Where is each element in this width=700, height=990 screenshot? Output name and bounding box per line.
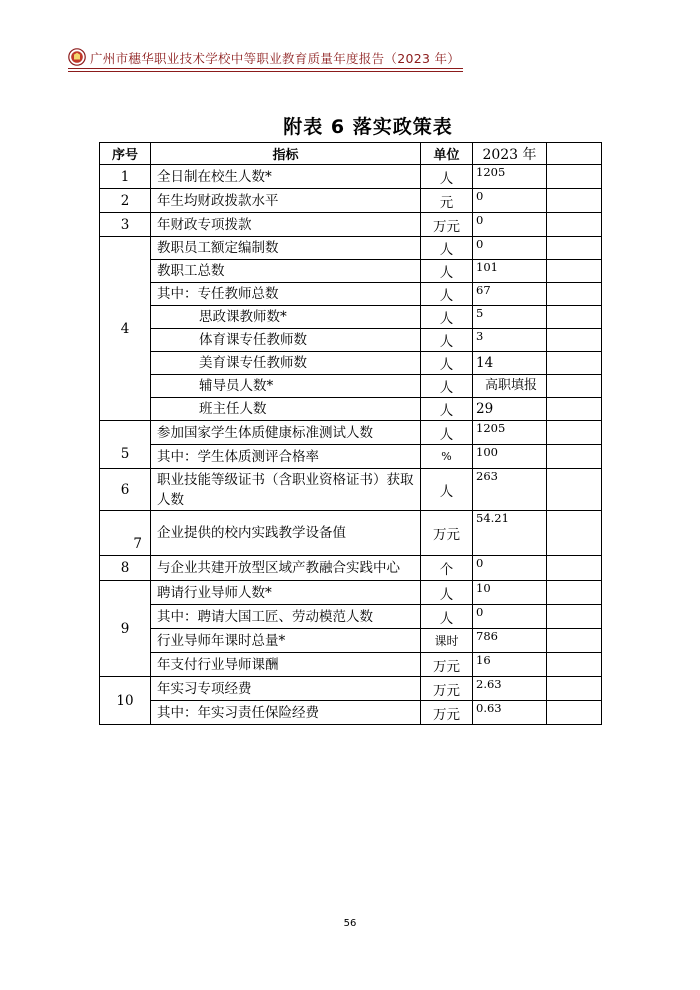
row-extra	[547, 213, 602, 237]
row-value: 10	[473, 581, 547, 605]
row-extra	[547, 556, 602, 581]
page-number: 56	[343, 918, 357, 929]
row-unit: 个	[421, 556, 473, 581]
row-extra	[547, 653, 602, 677]
page-header	[68, 47, 628, 69]
table-row	[100, 165, 602, 189]
row-unit: 万元	[421, 653, 473, 677]
row-indicator: 年支付行业导师课酬	[151, 653, 421, 677]
row-value: 0	[473, 213, 547, 237]
row-no: 7	[100, 511, 151, 556]
row-unit: 人	[421, 306, 473, 329]
row-no: 9	[100, 581, 151, 677]
row-value: 67	[473, 283, 547, 306]
row-no: 10	[100, 677, 151, 725]
table-row	[100, 237, 602, 260]
row-extra	[547, 189, 602, 213]
row-extra	[547, 469, 602, 511]
table-row	[100, 701, 602, 725]
row-value: 101	[473, 260, 547, 283]
table-row	[100, 260, 602, 283]
table-row	[100, 469, 602, 511]
table-row	[100, 375, 602, 398]
row-value: 0.63	[473, 701, 547, 725]
row-extra	[547, 445, 602, 469]
row-indicator: 年实习专项经费	[151, 677, 421, 701]
row-indicator: 思政课教师数*	[151, 306, 421, 329]
row-value: 1205	[473, 421, 547, 445]
row-value: 0	[473, 605, 547, 629]
row-indicator: 其中：学生体质测评合格率	[151, 445, 421, 469]
table-row	[100, 511, 602, 556]
table-row	[100, 189, 602, 213]
row-indicator: 全日制在校生人数*	[151, 165, 421, 189]
row-unit: 人	[421, 165, 473, 189]
row-value: 0	[473, 189, 547, 213]
row-indicator: 体育课专任教师数	[151, 329, 421, 352]
row-unit: %	[421, 445, 473, 469]
row-extra	[547, 701, 602, 725]
row-indicator: 行业导师年课时总量*	[151, 629, 421, 653]
school-logo-icon	[68, 48, 86, 66]
row-extra	[547, 352, 602, 375]
row-value: 786	[473, 629, 547, 653]
row-extra	[547, 375, 602, 398]
row-unit: 万元	[421, 511, 473, 556]
header-no: 序号	[100, 143, 151, 165]
row-value: 0	[473, 237, 547, 260]
row-extra	[547, 165, 602, 189]
row-unit: 人	[421, 352, 473, 375]
row-no: 2	[100, 189, 151, 213]
row-value: 3	[473, 329, 547, 352]
row-value: 263	[473, 469, 547, 511]
row-indicator: 辅导员人数*	[151, 375, 421, 398]
row-no: 3	[100, 213, 151, 237]
row-indicator: 参加国家学生体质健康标准测试人数	[151, 421, 421, 445]
table-row	[100, 445, 602, 469]
row-no: 5	[100, 421, 151, 469]
row-value: 0	[473, 556, 547, 581]
row-indicator: 聘请行业导师人数*	[151, 581, 421, 605]
row-unit: 人	[421, 329, 473, 352]
row-unit: 人	[421, 581, 473, 605]
row-extra	[547, 306, 602, 329]
row-unit: 人	[421, 283, 473, 306]
row-extra	[547, 237, 602, 260]
table-row	[100, 653, 602, 677]
table-row	[100, 581, 602, 605]
row-unit: 人	[421, 469, 473, 511]
row-value: 2.63	[473, 677, 547, 701]
header-extra	[547, 143, 602, 165]
row-indicator: 与企业共建开放型区域产教融合实践中心	[151, 556, 421, 581]
page-title: 附表 6 落实政策表	[283, 116, 453, 138]
row-extra	[547, 629, 602, 653]
row-indicator: 企业提供的校内实践教学设备值	[151, 511, 421, 556]
table-header-row	[100, 143, 602, 165]
row-indicator: 美育课专任教师数	[151, 352, 421, 375]
row-indicator: 其中：年实习责任保险经费	[151, 701, 421, 725]
header-title: 广州市穗华职业技术学校中等职业教育质量年度报告（2023 年）	[90, 51, 461, 66]
row-unit: 人	[421, 398, 473, 421]
row-value: 1205	[473, 165, 547, 189]
row-value: 高职填报	[473, 375, 547, 398]
row-value: 29	[473, 398, 547, 421]
row-unit: 万元	[421, 677, 473, 701]
row-extra	[547, 605, 602, 629]
row-indicator: 职业技能等级证书（含职业资格证书）获取人数	[151, 469, 421, 511]
row-extra	[547, 283, 602, 306]
table-row	[100, 629, 602, 653]
row-unit: 人	[421, 375, 473, 398]
row-unit: 人	[421, 237, 473, 260]
table-row	[100, 283, 602, 306]
row-indicator: 其中：聘请大国工匠、劳动模范人数	[151, 605, 421, 629]
row-unit: 人	[421, 605, 473, 629]
table-row	[100, 556, 602, 581]
row-no: 4	[100, 237, 151, 421]
row-unit: 万元	[421, 701, 473, 725]
row-extra	[547, 677, 602, 701]
row-value: 14	[473, 352, 547, 375]
row-extra	[547, 329, 602, 352]
policy-table	[99, 142, 602, 725]
row-indicator: 教职员工额定编制数	[151, 237, 421, 260]
table-row	[100, 605, 602, 629]
row-unit: 万元	[421, 213, 473, 237]
row-no: 8	[100, 556, 151, 581]
row-indicator: 班主任人数	[151, 398, 421, 421]
row-indicator: 年财政专项拨款	[151, 213, 421, 237]
table-row	[100, 398, 602, 421]
row-indicator: 其中：专任教师总数	[151, 283, 421, 306]
row-no: 6	[100, 469, 151, 511]
row-indicator: 教职工总数	[151, 260, 421, 283]
table-row	[100, 329, 602, 352]
row-no: 1	[100, 165, 151, 189]
header-divider	[68, 68, 463, 69]
table-row	[100, 213, 602, 237]
row-unit: 课时	[421, 629, 473, 653]
header-year: 2023 年	[473, 143, 547, 165]
row-extra	[547, 398, 602, 421]
table-row	[100, 677, 602, 701]
row-unit: 人	[421, 260, 473, 283]
row-extra	[547, 581, 602, 605]
row-indicator: 年生均财政拨款水平	[151, 189, 421, 213]
row-value: 54.21	[473, 511, 547, 556]
header-indicator: 指标	[151, 143, 421, 165]
header-unit: 单位	[421, 143, 473, 165]
row-extra	[547, 421, 602, 445]
row-value: 5	[473, 306, 547, 329]
table-row	[100, 306, 602, 329]
row-extra	[547, 511, 602, 556]
row-unit: 元	[421, 189, 473, 213]
row-unit: 人	[421, 421, 473, 445]
table-row	[100, 421, 602, 445]
row-value: 100	[473, 445, 547, 469]
row-value: 16	[473, 653, 547, 677]
header-divider-thin	[68, 71, 463, 72]
row-extra	[547, 260, 602, 283]
table-row	[100, 352, 602, 375]
